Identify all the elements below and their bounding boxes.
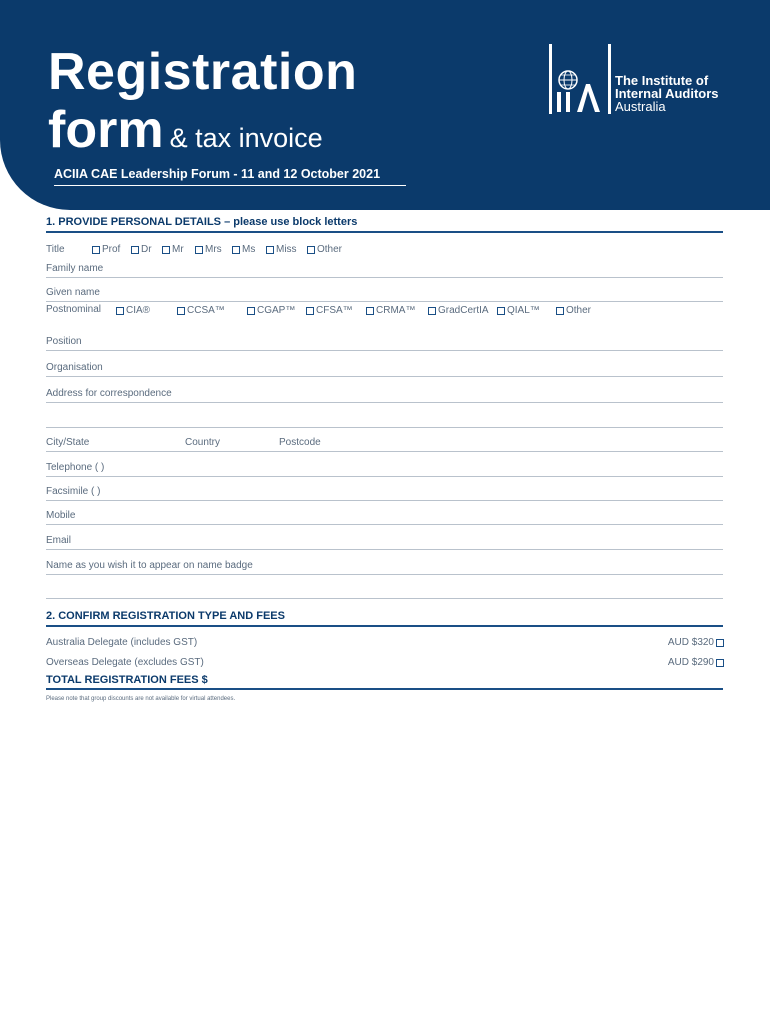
- checkbox-icon[interactable]: [716, 639, 724, 647]
- title-option-prof[interactable]: Prof: [92, 244, 120, 255]
- checkbox-icon[interactable]: [162, 246, 170, 254]
- logo-line3: Australia: [615, 99, 666, 114]
- header-banner: [0, 0, 770, 210]
- logo-line2: Internal Auditors: [615, 86, 719, 101]
- badge-name-field-line2[interactable]: [46, 581, 723, 599]
- city-country-postcode-row[interactable]: [46, 434, 723, 452]
- checkbox-icon[interactable]: [428, 307, 436, 315]
- organisation-field[interactable]: [46, 359, 723, 377]
- checkbox-icon[interactable]: [116, 307, 124, 315]
- fee-overseas-label: Overseas Delegate (excludes GST): [46, 657, 204, 668]
- checkbox-icon[interactable]: [92, 246, 100, 254]
- fee-overseas-option[interactable]: AUD $290: [668, 657, 724, 668]
- badge-name-label: Name as you wish it to appear on name badge: [46, 560, 253, 571]
- fee-australia-label: Australia Delegate (includes GST): [46, 637, 198, 648]
- title-option-dr[interactable]: Dr: [131, 244, 152, 255]
- event-subtitle: ACIIA CAE Leadership Forum - 11 and 12 October 2021: [54, 167, 406, 186]
- facsimile-field[interactable]: [46, 483, 723, 501]
- title-option-mrs[interactable]: Mrs: [195, 244, 222, 255]
- checkbox-icon[interactable]: [556, 307, 564, 315]
- family-name-field[interactable]: [46, 260, 723, 278]
- postcode-label: Postcode: [279, 437, 321, 448]
- title-option-other[interactable]: Other: [307, 244, 342, 255]
- facsimile-label: Facsimile ( ): [46, 486, 101, 497]
- postnominal-option-qial[interactable]: QIAL™: [497, 305, 540, 316]
- telephone-label: Telephone ( ): [46, 462, 105, 473]
- page-title-line2: [48, 100, 323, 160]
- postnominal-option-cia[interactable]: CIA®: [116, 305, 150, 316]
- logo-line1: The Institute of: [615, 73, 709, 88]
- total-fees-line[interactable]: TOTAL REGISTRATION FEES $: [46, 674, 723, 690]
- postnominal-option-ccsa[interactable]: CCSA™: [177, 305, 225, 316]
- given-name-field[interactable]: [46, 284, 723, 302]
- city-state-label: City/State: [46, 437, 90, 448]
- telephone-field[interactable]: [46, 459, 723, 477]
- iia-globe-logo-icon: [549, 44, 611, 114]
- checkbox-icon[interactable]: [716, 659, 724, 667]
- fee-australia-option[interactable]: AUD $320: [668, 637, 724, 648]
- title-form-word: form: [48, 101, 164, 159]
- checkbox-icon[interactable]: [266, 246, 274, 254]
- address-label: Address for correspondence: [46, 388, 172, 399]
- postnominal-option-other[interactable]: Other: [556, 305, 591, 316]
- checkbox-icon[interactable]: [247, 307, 255, 315]
- checkbox-icon[interactable]: [307, 246, 315, 254]
- postnominal-option-cfsa[interactable]: CFSA™: [306, 305, 353, 316]
- address-field[interactable]: [46, 385, 723, 403]
- organisation-label: Organisation: [46, 362, 103, 373]
- given-name-label: Given name: [46, 287, 100, 298]
- iia-logo: [549, 44, 739, 114]
- title-option-mr[interactable]: Mr: [162, 244, 184, 255]
- checkbox-icon[interactable]: [306, 307, 314, 315]
- mobile-field[interactable]: [46, 507, 723, 525]
- group-discount-note: Please note that group discounts are not available for virtual attendees.: [46, 696, 236, 702]
- title-option-miss[interactable]: Miss: [266, 244, 297, 255]
- postnominal-option-crma[interactable]: CRMA™: [366, 305, 415, 316]
- country-label: Country: [185, 437, 221, 448]
- email-label: Email: [46, 535, 72, 546]
- title-option-ms[interactable]: Ms: [232, 244, 255, 255]
- family-name-label: Family name: [46, 263, 104, 274]
- checkbox-icon[interactable]: [195, 246, 203, 254]
- section2-heading: 2. CONFIRM REGISTRATION TYPE AND FEES: [46, 610, 723, 627]
- checkbox-icon[interactable]: [232, 246, 240, 254]
- checkbox-icon[interactable]: [497, 307, 505, 315]
- postnominal-label: Postnominal: [46, 304, 102, 315]
- page-title: Registration: [48, 43, 358, 101]
- postnominal-option-cgap[interactable]: CGAP™: [247, 305, 295, 316]
- title-label: Title: [46, 244, 65, 255]
- position-field[interactable]: [46, 333, 723, 351]
- badge-name-field[interactable]: [46, 557, 723, 575]
- checkbox-icon[interactable]: [177, 307, 185, 315]
- mobile-label: Mobile: [46, 510, 76, 521]
- address-field-line2[interactable]: [46, 410, 723, 428]
- logo-wordmark: [615, 74, 719, 113]
- title-tax-invoice: & tax invoice: [169, 123, 323, 153]
- email-field[interactable]: [46, 532, 723, 550]
- checkbox-icon[interactable]: [131, 246, 139, 254]
- postnominal-option-gradcertia[interactable]: GradCertIA: [428, 305, 489, 316]
- position-label: Position: [46, 336, 82, 347]
- section1-heading: 1. PROVIDE PERSONAL DETAILS – please use block letters: [46, 216, 723, 233]
- checkbox-icon[interactable]: [366, 307, 374, 315]
